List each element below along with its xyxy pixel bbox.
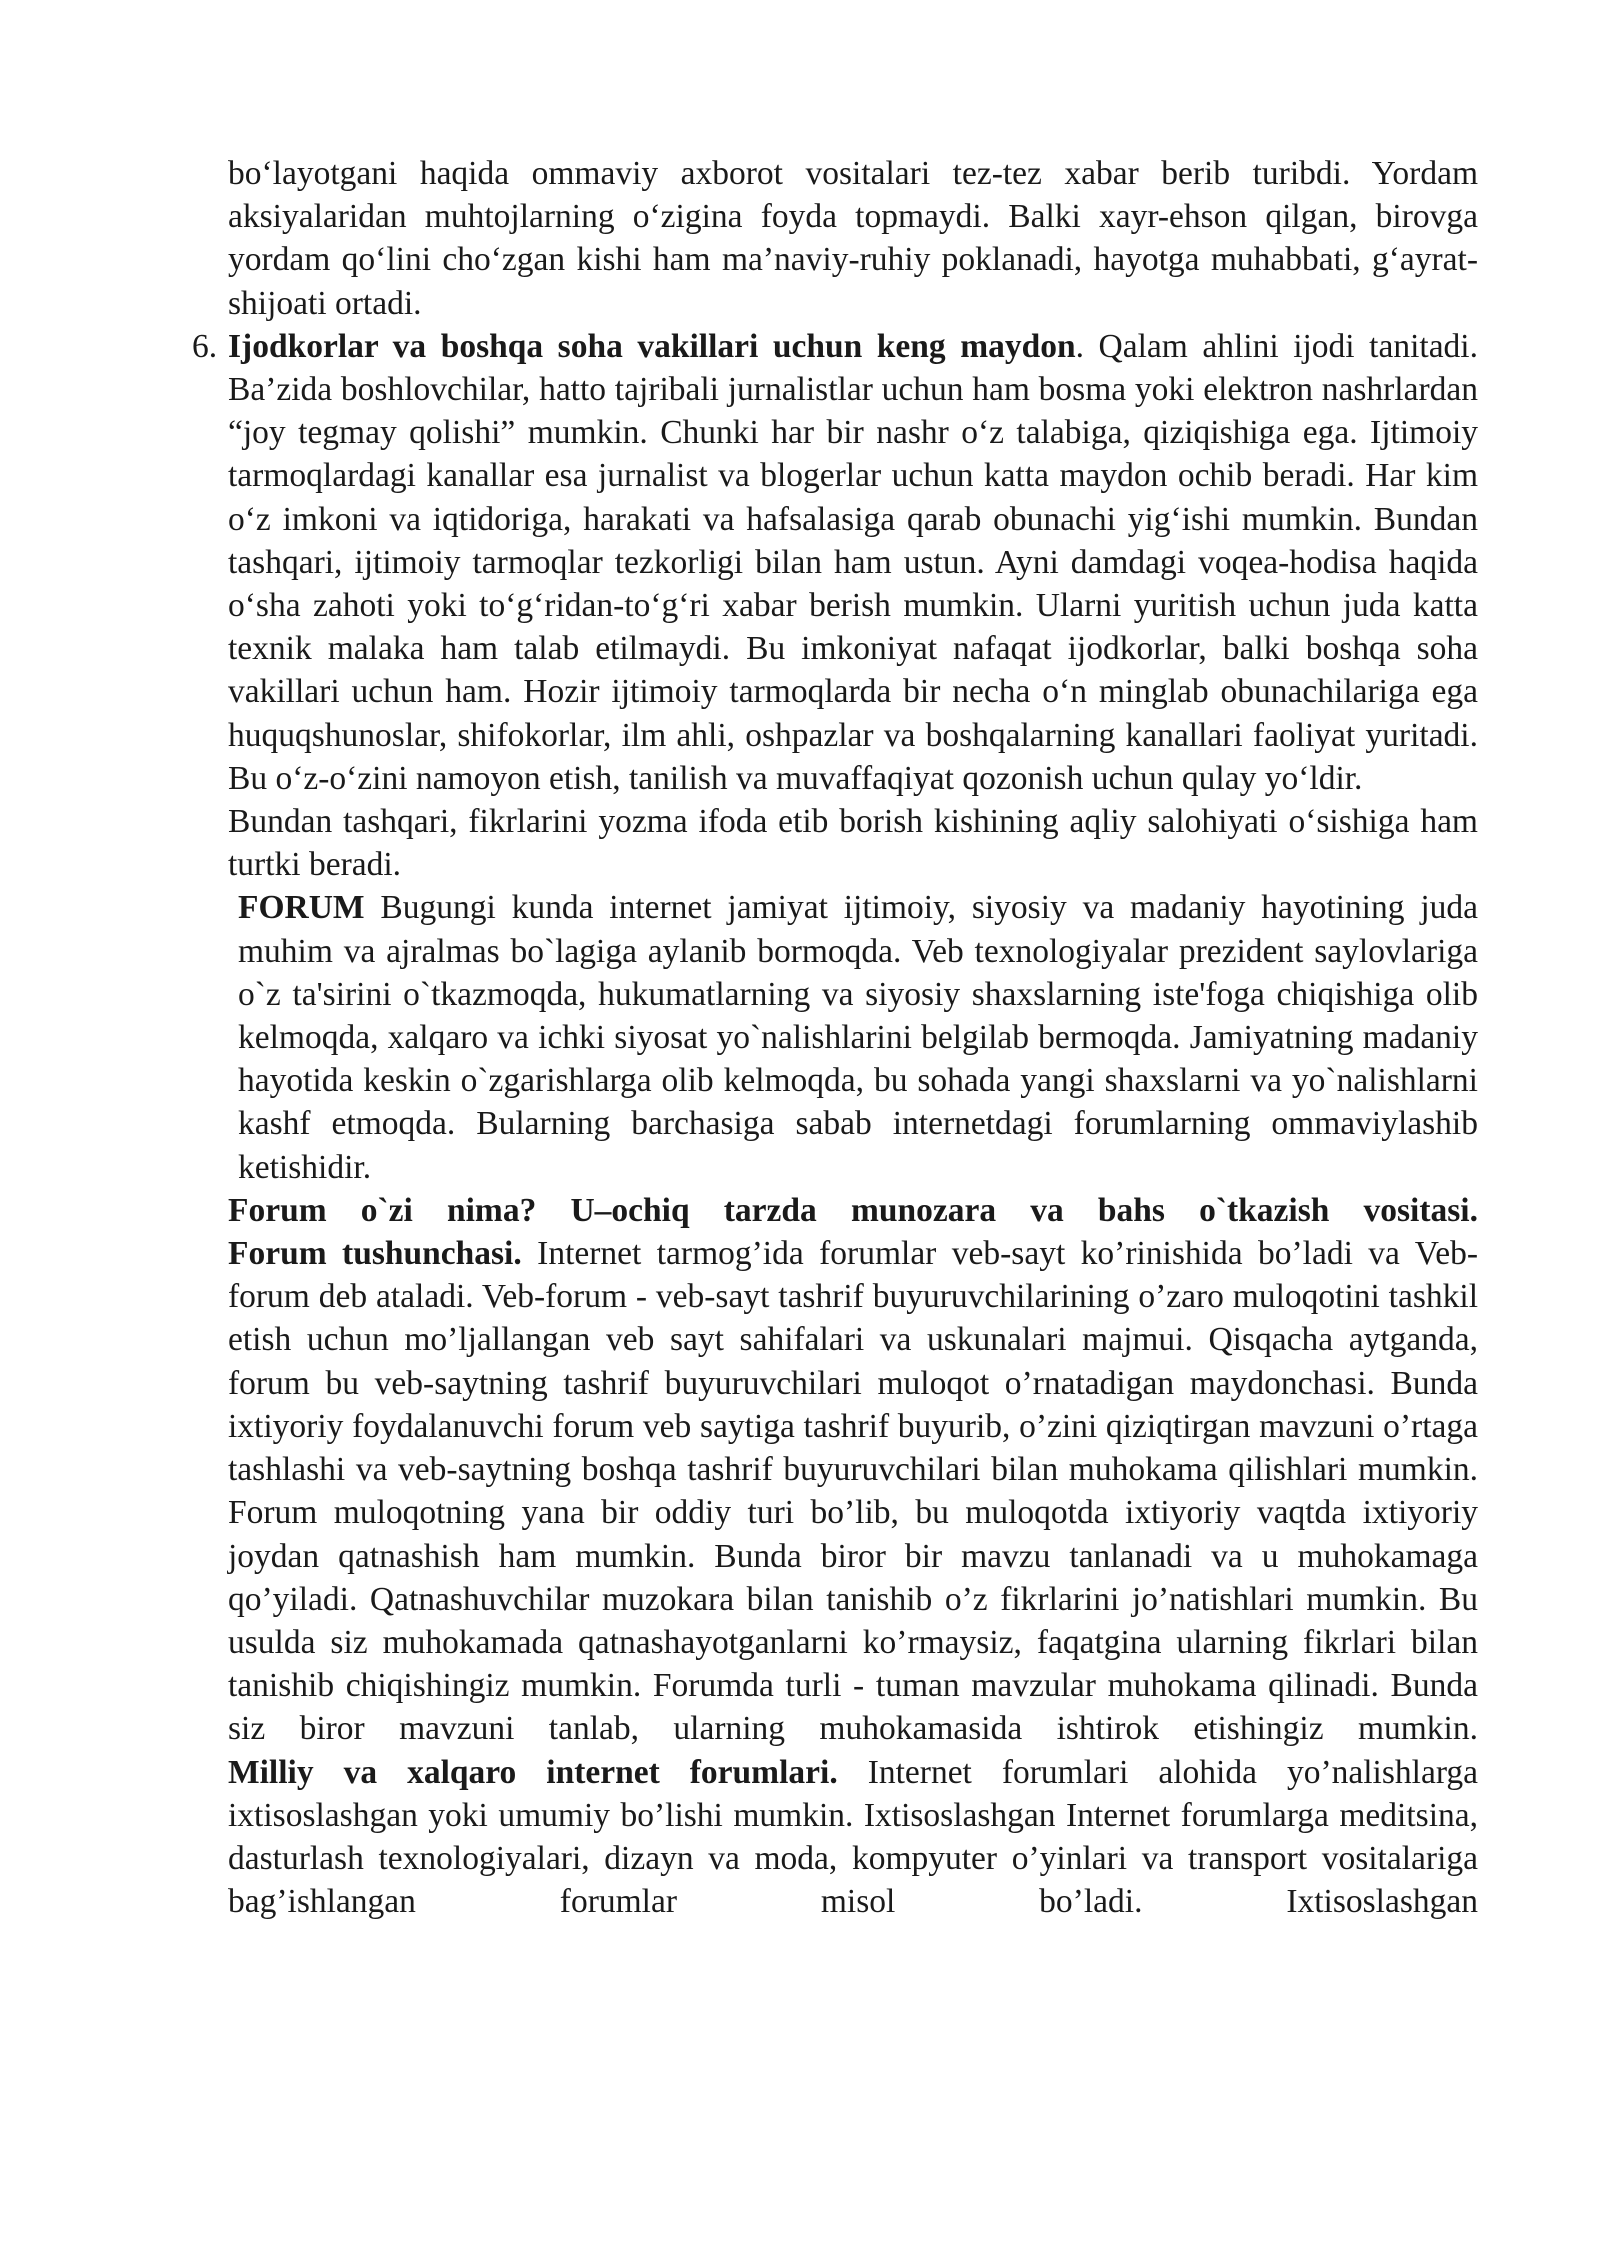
forum-concept-text: Internet tarmog’ida forumlar veb-sayt ko’rinishida bo’ladi va Veb-forum deb ataladi. Veb-forum - veb-sayt tashrif buyuruvchilarining o’zaro muloqotini tashkil etish uchun mo’ljallangan veb sayt sahifalari va uskunalari majmui. Qisqacha aytganda, forum bu veb-saytning tashrif buyuruvchilari muloqot o’rnatadigan maydonchasi. Bunda ixtiyoriy foydalanuvchi forum veb saytiga tashrif buyurib, o’zini qiziqtirgan mavzuni o’rtaga tashlashi va veb-saytning boshqa tashrif buyuruvchilari bilan muhokama qilishlari mumkin. — [228, 1235, 1478, 1489]
bundan-paragraph: Bundan tashqari, fikrlarini yozma ifoda etib borish kishining aqliy salohiyati o‘sishiga ham turtki beradi. — [228, 803, 1478, 884]
forum-concept-heading: Forum tushunchasi. — [228, 1235, 522, 1273]
list-item-6-paragraph — [228, 325, 1478, 800]
forum-national-text: Internet forumlari alohida yo’nalishlarga ixtisoslashgan yoki umumiy bo’lishi mumkin. Ixtisoslashgan Internet forumlarga meditsina, dasturlash texnologiyalari, dizayn va moda, kompyuter o’yinlari va transport vositalariga bag’ishlangan forumlar misol bo’ladi. Ixtisoslashgan — [228, 1753, 1478, 1921]
list-item-6-heading: Ijodkorlar va boshqa soha vakillari uchun keng maydon — [228, 327, 1076, 365]
forum-concept-paragraph — [228, 1232, 1478, 1491]
document-page — [192, 152, 1478, 1923]
list-item-6 — [192, 325, 1478, 800]
forum-national-paragraph — [228, 1751, 1478, 1924]
intro-paragraph: bo‘layotgani haqida ommaviy axborot vositalari tez-tez xabar berib turibdi. Yordam aksiyalaridan muhtojlarning o‘zigina foyda topmaydi. Balki xayr-ehson qilgan, birovga yordam qo‘lini cho‘zgan kishi ham ma’naviy-ruhiy poklanadi, hayotga muhabbati, g‘ayrat-shijoati ortadi. — [228, 155, 1478, 322]
forum-national-heading: Milliy va xalqaro internet forumlari. — [228, 1753, 838, 1791]
forum-question-text: Forum o`zi nima? U–ochiq tarzda munozara va bahs o`tkazish vositasi. — [228, 1191, 1478, 1229]
forum-concept-paragraph-b: Forum muloqotning yana bir oddiy turi bo’lib, bu muloqotda ixtiyoriy vaqtda ixtiyoriy joydan qatnashish ham mumkin. Bunda biror bir mavzu tanlanadi va u muhokamaga qo’yiladi. Qatnashuvchilar muzokara bilan tanishib o’z fikrlarini jo’natishlari mumkin. Bu usulda siz muhokamada qatnashayotganlarni ko’rmaysiz, faqatgina ularning fikrlari bilan tanishib chiqishingiz mumkin. Forumda turli - tuman mavzular muhokama qilinadi. Bunda siz biror mavzuni tanlab, ularning muhokamasida ishtirok etishingiz mumkin. — [228, 1494, 1478, 1748]
forum-intro-text: Bugungi kunda internet jamiyat ijtimoiy, siyosiy va madaniy hayotining juda muhim va ajralmas bo`lagiga aylanib bormoqda. Veb texnologiyalar prezident saylovlariga o`z ta'sirini o`tkazmoqda, hukumatlarning va siyosiy shaxslarning iste'foga chiqishiga olib kelmoqda, xalqaro va ichki siyosat yo`nalishlarini belgilab bermoqda. Jamiyatning madaniy hayotida keskin o`zgarishlarga olib kelmoqda, bu sohada yangi shaxslarni va yo`nalishlarni kashf etmoqda. Bularning barchasiga sabab internetdagi forumlarning ommaviylashib ketishidir. — [238, 889, 1478, 1186]
forum-question — [228, 1189, 1478, 1232]
list-number: 6. — [192, 327, 218, 365]
list-item-6-text: . Qalam ahlini ijodi tanitadi. Ba’zida boshlovchilar, hatto tajribali jurnalistlar uchun ham bosma yoki elektron nashrlardan “joy tegmay qolishi” mumkin. Chunki har bir nashr o‘z talabiga, qiziqishiga ega. Ijtimoiy tarmoqlardagi kanallar esa jurnalist va blogerlar uchun katta maydon ochib beradi. Har kim o‘z imkoni va iqtidoriga, harakati va hafsalasiga qarab obunachi yig‘ishi mumkin. Bundan tashqari, ijtimoiy tarmoqlar tezkorligi bilan ham ustun. Ayni damdagi voqea-hodisa haqida o‘sha zahoti yoki to‘g‘ridan-to‘g‘ri xabar berish mumkin. Ularni yuritish uchun juda katta texnik malaka ham talab etilmaydi. Bu imkoniyat nafaqat ijodkorlar, balki boshqa soha vakillari uchun ham. Hozir ijtimoiy tarmoqlarda bir necha o‘n minglab obunachilariga ega huquqshunoslar, shifokorlar, ilm ahli, oshpazlar va boshqalarning kanallari faoliyat yuritadi. Bu o‘z-o‘zini namoyon etish, tanilish va muvaffaqiyat qozonish uchun qulay yo‘ldir. — [228, 327, 1478, 797]
forum-label: FORUM — [238, 889, 365, 927]
forum-intro-paragraph — [228, 886, 1478, 1188]
